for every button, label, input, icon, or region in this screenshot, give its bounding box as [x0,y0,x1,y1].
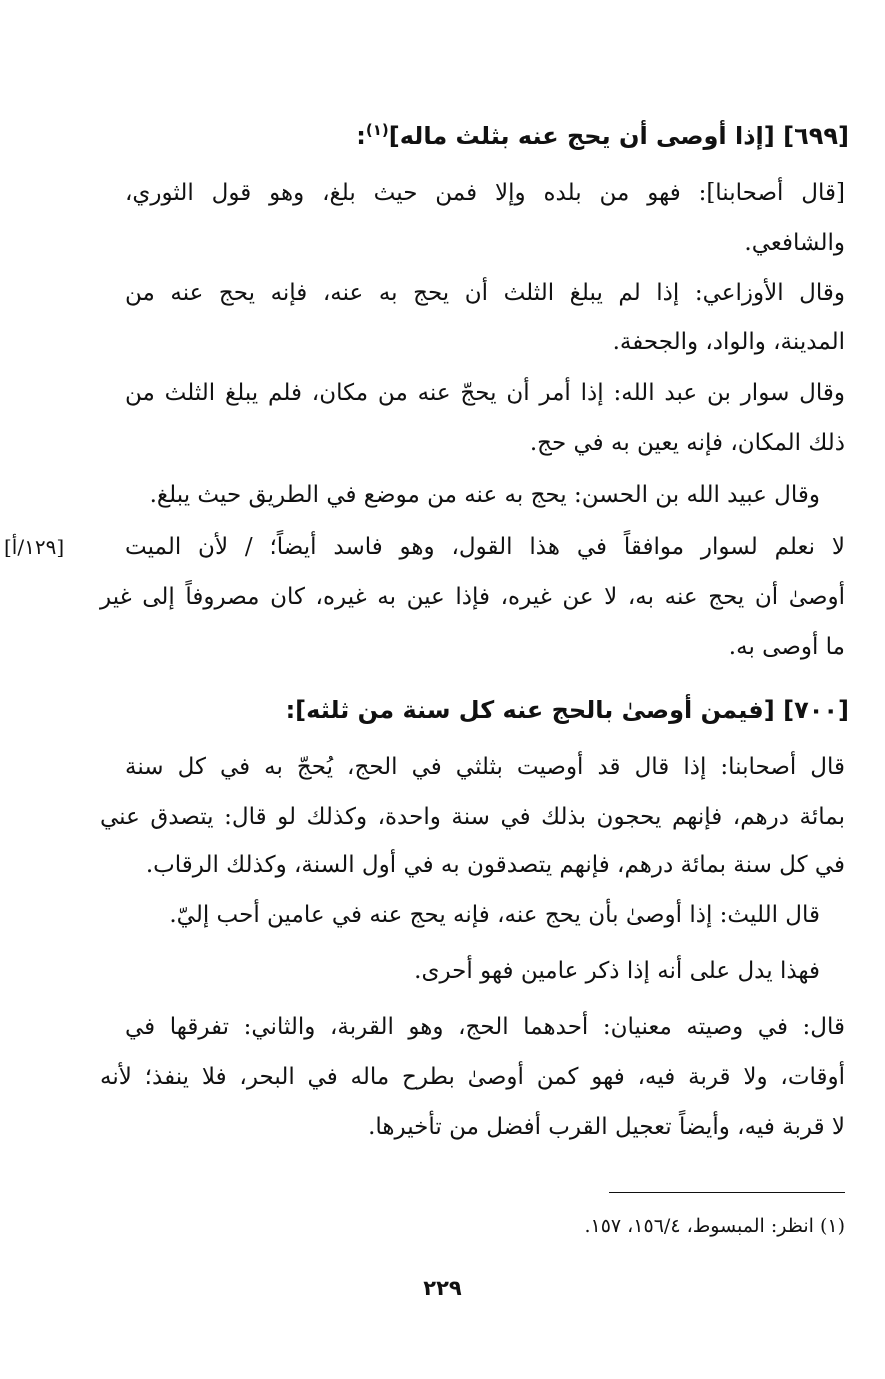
folio-margin-note: [١٢٩/أ] [4,535,65,559]
text-line: المدينة، والواد، والجحفة. [612,329,845,355]
text-line: أوقات، ولا قربة فيه، فهو كمن أوصىٰ بطرح ماله في البحر، فلا ينفذ؛ لأنه [100,1064,845,1090]
section-title: [فيمن أوصىٰ بالحج عنه كل سنة من ثلثه]: [285,696,775,724]
text-line: ذلك المكان، فإنه يعين به في حج. [529,430,845,456]
text-line: في كل سنة بمائة درهم، فإنهم يتصدقون به في أول السنة، وكذلك الرقاب. [145,852,845,878]
text-line: وقال الأوزاعي: إذا لم يبلغ الثلث أن يحج به عنه، فإنه يحج عنه من [125,280,845,306]
text-line: [قال أصحابنا]: فهو من بلده وإلا فمن حيث بلغ، وهو قول الثوري، [125,180,845,206]
text-line: ما أوصى به. [728,634,845,660]
text-line: قال: في وصيته معنيان: أحدهما الحج، وهو القربة، والثاني: تفرقها في [125,1014,845,1040]
text-line: وقال سوار بن عبد الله: إذا أمر أن يحجّ عنه من مكان، فلم يبلغ الثلث من [125,380,845,406]
section-number: [٦٩٩] [783,122,849,150]
section-heading-699 [356,112,849,154]
text-line: قال الليث: إذا أوصىٰ بأن يحج عنه، فإنه يحج عنه في عامين أحب إليّ. [169,902,820,928]
text-line: بمائة درهم، فإنهم يحجون بذلك في سنة واحدة، وكذلك لو قال: يتصدق عني [100,804,845,830]
footnote-divider [609,1192,845,1193]
section-number: [٧٠٠] [783,696,849,724]
text-line: فهذا يدل على أنه إذا ذكر عامين فهو أحرى. [414,958,820,984]
text-line: والشافعي. [744,230,845,256]
footnote: (١) انظر: المبسوط، ١٥٦/٤، ١٥٧. [584,1215,845,1237]
text-line: أوصىٰ أن يحج عنه به، لا عن غيره، فإذا عين به غيره، كان مصروفاً إلى غير [100,584,845,610]
footnote-ref: (١) [365,121,389,139]
section-heading-700 [286,692,849,728]
text-line: قال أصحابنا: إذا قال قد أوصيت بثلثي في الحج، يُحجّ به في كل سنة [125,754,845,780]
section-title: [إذا أوصى أن يحج عنه بثلث ماله] [388,122,775,150]
text-line: لا نعلم لسوار موافقاً في هذا القول، وهو فاسد أيضاً؛ / لأن الميت [125,534,845,560]
text-line: وقال عبيد الله بن الحسن: يحج به عنه من موضع في الطريق حيث يبلغ. [149,482,820,508]
heading-colon: : [356,122,366,150]
page-number: ٢٢٩ [423,1276,462,1300]
text-line: لا قربة فيه، وأيضاً تعجيل القرب أفضل من تأخيرها. [368,1114,845,1140]
